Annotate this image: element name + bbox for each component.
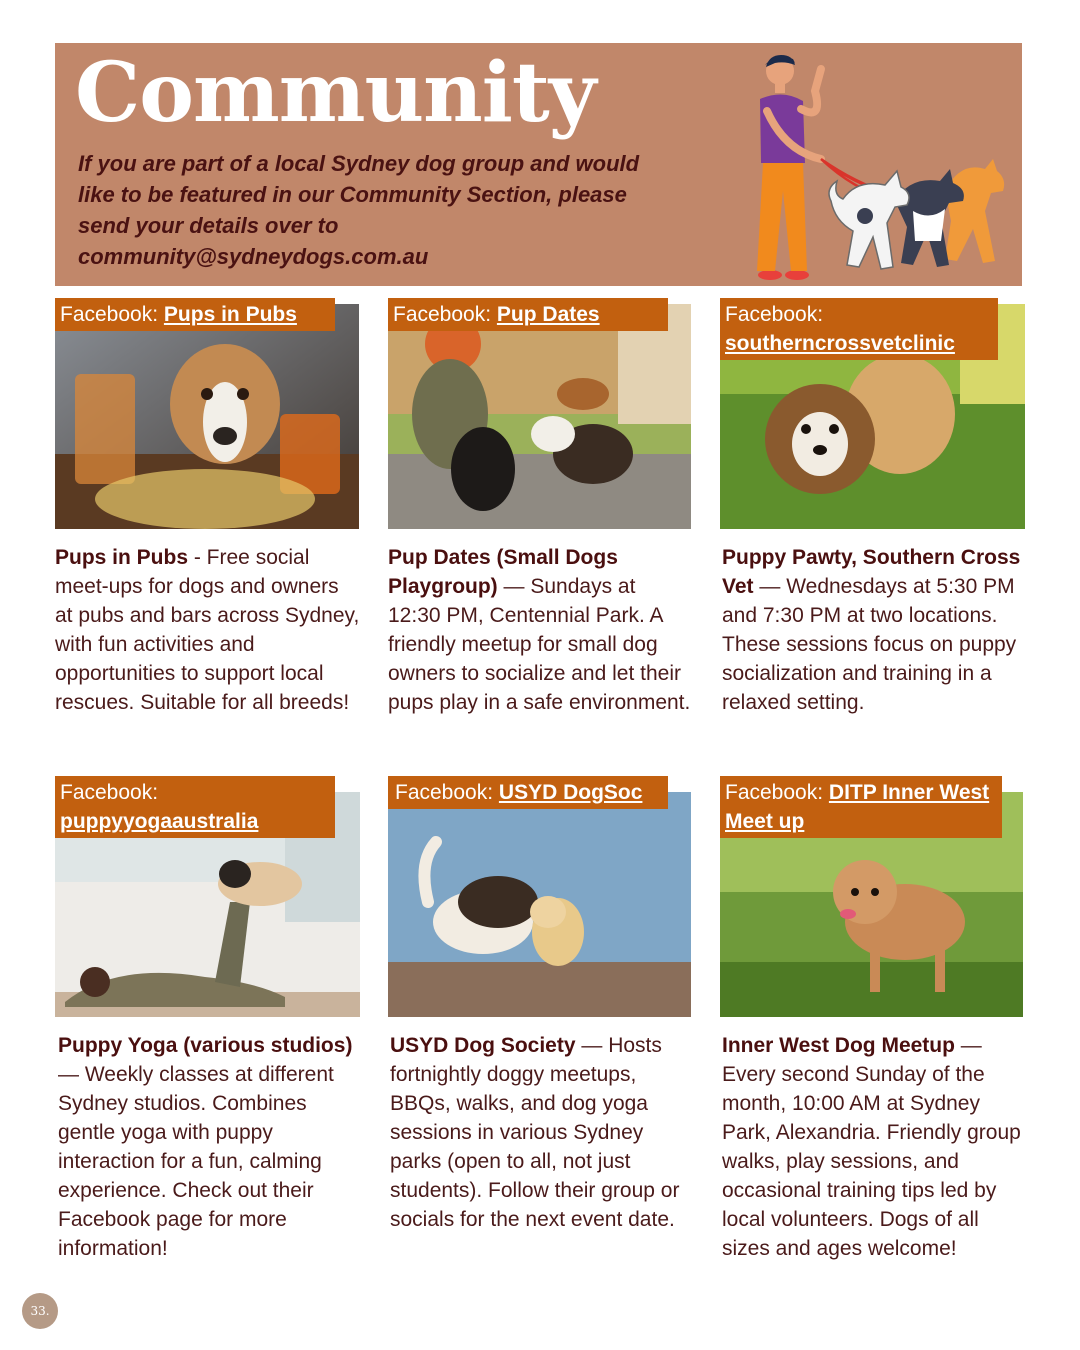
dog-walker-illustration bbox=[745, 51, 1015, 283]
card-pups-in-pubs-description: Pups in Pubs - Free social meet-ups for dogs and owners at pubs and bars across Sydney, with fun activities and opportunities to support local rescues. Suitable for all breeds! bbox=[55, 546, 360, 714]
facebook-tag-southerncrossvetclinic bbox=[720, 298, 998, 360]
facebook-tag-pups-in-pubs bbox=[55, 298, 335, 331]
card-pup-dates-description: Pup Dates (Small Dogs Playgroup) — Sundays at 12:30 PM, Centennial Park. A friendly meetup for small dog owners to socialize and let their pups play in a safe environment. bbox=[388, 546, 691, 714]
facebook-link-ditp-inner-west[interactable]: DITP Inner West Meet up bbox=[725, 781, 990, 833]
facebook-label: Facebook: bbox=[725, 303, 824, 326]
pup-dates-photo bbox=[388, 304, 691, 529]
facebook-tag-usyd-dogsoc bbox=[388, 776, 668, 809]
card-puppy-pawty-description: Puppy Pawty, Southern Cross Vet — Wednesdays at 5:30 PM and 7:30 PM at two locations. These sessions focus on puppy socialization and training in a relaxed setting. bbox=[722, 546, 1021, 714]
page-number: 33. bbox=[22, 1293, 58, 1329]
facebook-label: Facebook: bbox=[395, 781, 499, 804]
card-title: Pups in Pubs bbox=[55, 546, 189, 569]
facebook-link-puppyyogaaustralia[interactable]: puppyyogaaustralia bbox=[60, 810, 259, 833]
facebook-link-southerncrossvetclinic[interactable]: southerncrossvetclinic bbox=[725, 332, 955, 355]
card-usyd-dog-society-description: USYD Dog Society — Hosts fortnightly doggy meetups, BBQs, walks, and dog yoga sessions in various Sydney parks (open to all, not just students). Follow their group or socials for the next event date. bbox=[390, 1034, 680, 1231]
pups-in-pubs-photo bbox=[55, 304, 359, 529]
intro-text: If you are part of a local Sydney dog group and would like to be featured in our Community Section, please send your details over to community@sydneydogs.com.au bbox=[78, 151, 640, 269]
facebook-tag-puppyyogaaustralia bbox=[55, 776, 335, 838]
facebook-link-pup-dates[interactable]: Pup Dates bbox=[496, 303, 600, 326]
facebook-tag-pup-dates bbox=[388, 298, 668, 331]
facebook-link-pups-in-pubs[interactable]: Pups in Pubs bbox=[163, 303, 297, 326]
card-inner-west-meetup-description: Inner West Dog Meetup — Every second Sunday of the month, 10:00 AM at Sydney Park, Alexandria. Friendly group walks, play sessions, and occasional training tips led by local volunteers. Dogs of all sizes and ages welcome! bbox=[722, 1034, 1021, 1260]
facebook-label: Facebook: bbox=[60, 781, 159, 804]
facebook-tag-ditp-inner-west bbox=[720, 776, 1002, 838]
facebook-label: Facebook: bbox=[725, 781, 829, 804]
card-puppy-yoga-description: Puppy Yoga (various studios) — Weekly classes at different Sydney studios. Combines gentle yoga with puppy interaction for a fun, calming experience. Check out their Facebook page for more information! bbox=[58, 1034, 353, 1260]
card-title: Puppy Yoga (various studios) bbox=[58, 1034, 353, 1057]
card-title: USYD Dog Society bbox=[390, 1034, 576, 1057]
header-banner bbox=[55, 43, 1022, 286]
card-title: Inner West Dog Meetup bbox=[722, 1034, 955, 1057]
page-title: Community bbox=[75, 45, 596, 141]
facebook-label: Facebook: bbox=[393, 303, 497, 326]
facebook-link-usyd-dogsoc[interactable]: USYD DogSoc bbox=[498, 781, 643, 804]
facebook-label: Facebook: bbox=[60, 303, 164, 326]
usyd-dogsoc-photo bbox=[388, 792, 691, 1017]
card-title: Puppy Pawty, Southern Cross Vet bbox=[722, 546, 1021, 598]
card-title: Pup Dates (Small Dogs Playgroup) bbox=[388, 546, 618, 598]
